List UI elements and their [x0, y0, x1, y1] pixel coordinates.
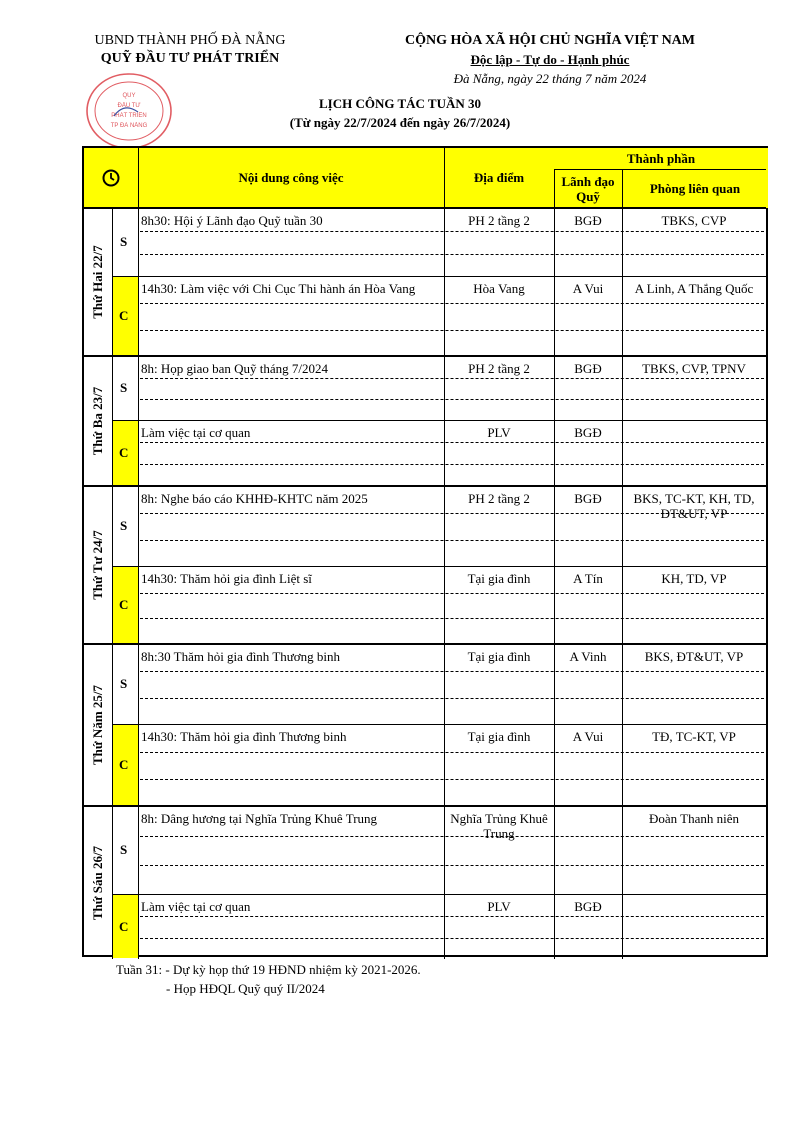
morning-session-label: S: [120, 842, 128, 857]
session-divider: [112, 420, 766, 421]
dashed-line: [140, 254, 764, 255]
afternoon-leader: BGĐ: [574, 899, 602, 914]
afternoon-session-label: C: [119, 757, 129, 772]
dashed-line: [140, 698, 764, 699]
location-header: Địa điểm: [444, 148, 554, 208]
day-label: Thứ Tư 24/7: [90, 530, 105, 600]
next-week-note-1: Tuần 31: - Dự kỳ họp thứ 19 HĐND nhiệm kỳ 2021-2026.: [116, 962, 421, 977]
morning-location: PH 2 tầng 2: [468, 361, 530, 376]
afternoon-content: 14h30: Thăm hỏi gia đình Thương binh: [141, 729, 347, 744]
morning-leader: BGĐ: [574, 491, 602, 506]
svg-text:PHÁT TRIỂN: PHÁT TRIỂN: [111, 113, 147, 119]
svg-text:ĐẦU TƯ: ĐẦU TƯ: [117, 103, 141, 109]
official-seal-stamp: [84, 71, 174, 151]
morning-location: PH 2 tầng 2: [468, 491, 530, 506]
day-label: Thứ Sáu 26/7: [90, 845, 105, 920]
session-divider: [112, 724, 766, 725]
dashed-line: [140, 540, 764, 541]
morning-session-label: S: [120, 380, 128, 395]
afternoon-location: PLV: [487, 899, 511, 914]
participants-divider: [554, 169, 766, 170]
afternoon-leader: A Vui: [572, 729, 604, 744]
morning-leader: A Vinh: [569, 649, 607, 664]
dashed-line: [140, 752, 764, 753]
next-week-note-2: - Họp HĐQL Quỹ quý II/2024: [166, 981, 325, 996]
afternoon-session-label: C: [119, 597, 129, 612]
national-motto: Độc lập - Tự do - Hạnh phúc: [470, 52, 630, 67]
morning-department: TBKS, CVP: [661, 213, 727, 228]
morning-content: 8h: Dâng hương tại Nghĩa Trủng Khuê Trung: [141, 811, 378, 826]
afternoon-session-label: C: [119, 918, 129, 934]
clock-icon: [102, 169, 120, 187]
morning-session-label: S: [120, 518, 128, 533]
column-divider: [138, 148, 139, 959]
day-label: Thứ Năm 25/7: [90, 684, 105, 766]
content-header: Nội dung công việc: [138, 148, 444, 208]
afternoon-session-label: C: [119, 445, 129, 460]
afternoon-location: Tại gia đình: [467, 729, 531, 744]
afternoon-location: PLV: [487, 425, 511, 440]
dashed-line: [140, 938, 764, 939]
day-divider: [84, 643, 766, 645]
session-divider: [112, 276, 766, 277]
afternoon-content: 14h30: Làm việc với Chi Cục Thi hành án Hòa Vang: [141, 281, 416, 296]
day-label: Thứ Hai 22/7: [90, 245, 105, 319]
afternoon-location: Tại gia đình: [467, 571, 531, 586]
session-divider: [112, 566, 766, 567]
morning-content: 8h:30 Thăm hỏi gia đình Thương binh: [141, 649, 341, 664]
morning-session-label: S: [120, 676, 128, 691]
morning-leader: BGĐ: [574, 213, 602, 228]
morning-location: Nghĩa Trủng Khuê Trung: [450, 811, 548, 841]
dashed-line: [140, 618, 764, 619]
morning-leader: BGĐ: [574, 361, 602, 376]
schedule-table: [82, 146, 768, 957]
dashed-line: [140, 593, 764, 594]
dashed-line: [140, 231, 764, 232]
department-header: Phòng liên quan: [622, 170, 768, 208]
dashed-line: [140, 779, 764, 780]
afternoon-content: 14h30: Thăm hỏi gia đình Liệt sĩ: [141, 571, 312, 586]
national-title: CỘNG HÒA XÃ HỘI CHỦ NGHĨA VIỆT NAM: [404, 33, 695, 48]
morning-department: TBKS, CVP, TPNV: [642, 361, 746, 376]
afternoon-session-label: C: [119, 308, 129, 323]
dashed-line: [140, 303, 764, 304]
session-divider: [112, 894, 766, 895]
organization-parent: UBND THÀNH PHỐ ĐÀ NẴNG: [94, 33, 286, 48]
afternoon-leader: A Vui: [572, 281, 604, 296]
time-header-cell: [84, 148, 138, 208]
participants-header: Thành phần: [554, 148, 768, 170]
day-label: Thứ Ba 23/7: [90, 386, 105, 456]
day-divider: [84, 355, 766, 357]
dashed-line: [140, 865, 764, 866]
afternoon-location: Hòa Vang: [473, 281, 525, 296]
morning-session-label: S: [120, 234, 128, 249]
organization-name: QUỸ ĐẦU TƯ PHÁT TRIỂN: [100, 51, 280, 66]
morning-content: 8h30: Hội ý Lãnh đạo Quỹ tuần 30: [141, 213, 323, 228]
document-title: LỊCH CÔNG TÁC TUẦN 30: [318, 96, 482, 111]
morning-content: 8h: Nghe báo cáo KHHĐ-KHTC năm 2025: [141, 491, 368, 506]
svg-text:QUỸ: QUỸ: [122, 93, 136, 99]
morning-department: BKS, TC-KT, KH, TD, ĐT&UT, VP: [633, 491, 755, 521]
svg-text:TP ĐÀ NẴNG: TP ĐÀ NẴNG: [110, 123, 148, 129]
leader-header: Lãnh đạo Quỹ: [554, 170, 622, 208]
dashed-line: [140, 464, 764, 465]
header-divider: [84, 207, 766, 209]
afternoon-department: A Linh, A Thắng Quốc: [634, 281, 754, 296]
dashed-line: [140, 442, 764, 443]
dashed-line: [140, 399, 764, 400]
dashed-line: [140, 378, 764, 379]
afternoon-department: TĐ, TC-KT, VP: [652, 729, 736, 744]
dashed-line: [140, 916, 764, 917]
afternoon-leader: A Tín: [573, 571, 603, 586]
document-date: Đà Nẵng, ngày 22 tháng 7 năm 2024: [453, 71, 647, 86]
afternoon-leader: BGĐ: [574, 425, 602, 440]
dashed-line: [140, 330, 764, 331]
morning-department: BKS, ĐT&UT, VP: [644, 649, 744, 664]
morning-location: PH 2 tầng 2: [468, 213, 530, 228]
document-date-range: (Từ ngày 22/7/2024 đến ngày 26/7/2024): [289, 115, 511, 130]
morning-content: 8h: Họp giao ban Quỹ tháng 7/2024: [141, 361, 329, 376]
day-divider: [84, 485, 766, 487]
afternoon-content: Làm việc tại cơ quan: [141, 899, 251, 914]
afternoon-department: KH, TD, VP: [661, 571, 727, 586]
morning-department: Đoàn Thanh niên: [648, 811, 740, 826]
day-divider: [84, 805, 766, 807]
afternoon-content: Làm việc tại cơ quan: [141, 425, 251, 440]
dashed-line: [140, 671, 764, 672]
morning-location: Tại gia đình: [467, 649, 531, 664]
